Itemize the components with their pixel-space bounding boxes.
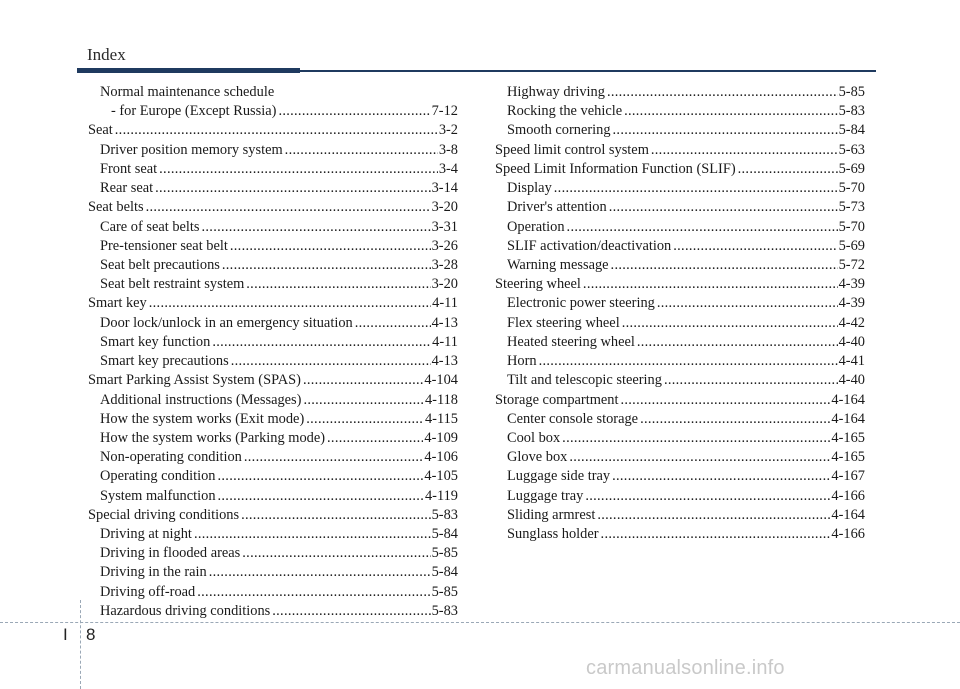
- dot-leader: [228, 237, 431, 256]
- page-reference: 4-106: [424, 449, 458, 466]
- page-reference: 4-165: [831, 429, 865, 446]
- page-reference: 5-85: [431, 583, 458, 600]
- dot-leader: [649, 141, 838, 160]
- index-subentry: [495, 218, 865, 237]
- dot-leader: [552, 179, 838, 198]
- entry-label: How the system works (Exit mode): [100, 410, 305, 427]
- dot-leader: [210, 333, 431, 352]
- page-reference: 3-8: [438, 141, 458, 158]
- dot-leader: [611, 121, 838, 140]
- index-entry: [88, 121, 458, 140]
- page-reference: 4-104: [424, 372, 458, 389]
- index-subentry: [88, 487, 458, 506]
- entry-label: Highway driving: [507, 84, 605, 100]
- entry-label: Rear seat: [100, 180, 154, 197]
- index-subentry: [495, 237, 865, 256]
- entry-label: Driving in the rain: [100, 564, 207, 581]
- entry-label: Smart key function: [100, 333, 211, 350]
- index-subentry: [495, 410, 865, 429]
- page-reference: 4-42: [838, 314, 865, 331]
- dot-leader: [325, 429, 423, 448]
- index-subentry: [88, 583, 458, 602]
- entry-label: Smart key: [88, 295, 147, 312]
- page-reference: 5-83: [431, 506, 458, 523]
- page-reference: 5-84: [431, 526, 458, 543]
- dot-leader: [153, 179, 430, 198]
- entry-label: Driving in flooded areas: [100, 545, 241, 562]
- index-column-right: [495, 83, 865, 544]
- index-subentry: [88, 179, 458, 198]
- index-subentry: [495, 294, 865, 313]
- entry-label: - for Europe (Except Russia): [111, 103, 277, 120]
- index-subentry: [88, 160, 458, 179]
- page-reference: 5-83: [431, 602, 458, 619]
- index-subentry: [88, 525, 458, 544]
- index-subentry: [88, 314, 458, 333]
- dot-leader: [240, 544, 430, 563]
- dot-leader: [618, 391, 830, 410]
- page-reference: 3-14: [431, 180, 458, 197]
- dot-leader: [229, 352, 431, 371]
- index-subentry: [88, 275, 458, 294]
- entry-label: Driver's attention: [507, 199, 607, 216]
- page-reference: 3-4: [438, 160, 458, 177]
- entry-label: Seat belt restraint system: [100, 276, 245, 293]
- index-subentry: [88, 448, 458, 467]
- dot-leader: [304, 410, 424, 429]
- index-subentry: [88, 391, 458, 410]
- page-reference: 3-20: [431, 276, 458, 293]
- entry-label: Speed Limit Information Function (SLIF): [495, 160, 736, 177]
- entry-label: Door lock/unlock in an emergency situation: [100, 314, 353, 331]
- index-subentry: [88, 467, 458, 486]
- dot-leader: [595, 506, 830, 525]
- index-subentry: [495, 429, 865, 448]
- dot-leader: [192, 525, 431, 544]
- entry-label: Horn: [507, 353, 537, 370]
- entry-label: Steering wheel: [495, 276, 581, 293]
- page-reference: 4-41: [838, 353, 865, 370]
- entry-label: Display: [507, 180, 552, 197]
- dot-leader: [610, 467, 830, 486]
- dot-leader: [609, 256, 838, 275]
- index-subentry: [88, 102, 458, 121]
- entry-label: Pre-tensioner seat belt: [100, 237, 228, 254]
- index-subentry: [495, 256, 865, 275]
- index-subentry: [495, 467, 865, 486]
- index-subentry: [88, 256, 458, 275]
- page-reference: 4-165: [831, 449, 865, 466]
- entry-label: Sliding armrest: [507, 506, 596, 523]
- dot-leader: [144, 198, 431, 217]
- page-reference: 4-39: [838, 295, 865, 312]
- index-subentry: [495, 198, 865, 217]
- page-reference: 3-26: [431, 237, 458, 254]
- dot-leader: [270, 602, 430, 621]
- index-subentry: [88, 141, 458, 160]
- dot-leader: [565, 218, 838, 237]
- dot-leader: [113, 121, 438, 140]
- entry-label: Smart Parking Assist System (SPAS): [88, 372, 301, 389]
- dot-leader: [638, 410, 830, 429]
- index-subentry: [495, 487, 865, 506]
- index-subentry: [88, 333, 458, 352]
- index-subentry: [495, 506, 865, 525]
- page-reference: 4-40: [838, 372, 865, 389]
- entry-label: Flex steering wheel: [507, 314, 620, 331]
- page-reference: 5-84: [431, 564, 458, 581]
- dot-leader: [244, 275, 430, 294]
- page-reference: 4-164: [831, 506, 865, 523]
- index-entry: [495, 275, 865, 294]
- dot-leader: [635, 333, 838, 352]
- index-subentry: [495, 371, 865, 390]
- entry-label: Seat: [88, 122, 113, 139]
- footer-divider: [0, 622, 960, 623]
- page-reference: 5-85: [431, 545, 458, 562]
- dot-leader: [283, 141, 438, 160]
- entry-label: Operating condition: [100, 468, 216, 485]
- dot-leader: [537, 352, 838, 371]
- page-reference: 5-63: [838, 141, 865, 158]
- entry-label: How the system works (Parking mode): [100, 429, 326, 446]
- entry-label: Electronic power steering: [507, 295, 655, 312]
- dot-leader: [607, 198, 838, 217]
- index-subentry: [495, 83, 865, 102]
- dot-leader: [216, 487, 424, 506]
- page-reference: 5-73: [838, 199, 865, 216]
- page-reference: 3-28: [431, 256, 458, 273]
- entry-label: Non-operating condition: [100, 449, 242, 466]
- index-subentry: [495, 448, 865, 467]
- entry-label: Driving at night: [100, 526, 192, 543]
- page-reference: 3-20: [431, 199, 458, 216]
- entry-label: Special driving conditions: [88, 506, 240, 523]
- entry-label: Seat belt precautions: [100, 256, 220, 273]
- dot-leader: [736, 160, 838, 179]
- page-reference: 4-119: [424, 487, 458, 504]
- index-entry: [88, 371, 458, 390]
- page-reference: 4-167: [831, 468, 865, 485]
- entry-label: Smooth cornering: [507, 122, 611, 139]
- entry-label: Hazardous driving conditions: [100, 602, 271, 619]
- index-subentry: [88, 544, 458, 563]
- entry-label: System malfunction: [100, 487, 216, 504]
- header-rule: [300, 70, 876, 72]
- index-subentry: [495, 314, 865, 333]
- dot-leader: [276, 102, 430, 121]
- entry-label: Driving off-road: [100, 583, 196, 600]
- page-reference: 4-166: [831, 526, 865, 543]
- entry-label: Front seat: [100, 160, 158, 177]
- dot-leader: [671, 237, 837, 256]
- entry-label: Cool box: [507, 429, 561, 446]
- index-subentry: [88, 83, 458, 102]
- index-entry: [495, 160, 865, 179]
- header-accent-bar: [77, 68, 300, 73]
- dot-leader: [301, 391, 424, 410]
- page-reference: 4-40: [838, 333, 865, 350]
- page-reference: 5-70: [838, 180, 865, 197]
- entry-label: SLIF activation/deactivation: [507, 237, 672, 254]
- dot-leader: [239, 506, 431, 525]
- entry-label: Sunglass holder: [507, 526, 599, 543]
- entry-label: Seat belts: [88, 199, 144, 216]
- dot-leader: [662, 371, 838, 390]
- index-entry: [88, 294, 458, 313]
- index-entry: [495, 141, 865, 160]
- index-subentry: [495, 352, 865, 371]
- page-reference: 4-13: [431, 353, 458, 370]
- entry-label: Storage compartment: [495, 391, 619, 408]
- index-subentry: [88, 410, 458, 429]
- entry-label: Warning message: [507, 256, 609, 273]
- page-reference: 4-13: [431, 314, 458, 331]
- index-entry: [495, 391, 865, 410]
- dot-leader: [622, 102, 838, 121]
- dot-leader: [605, 83, 838, 102]
- dot-leader: [147, 294, 431, 313]
- dot-leader: [157, 160, 438, 179]
- entry-label: Additional instructions (Messages): [100, 391, 302, 408]
- page-reference: 5-69: [838, 160, 865, 177]
- entry-label: Operation: [507, 218, 565, 235]
- dot-leader: [207, 563, 431, 582]
- dot-leader: [560, 429, 830, 448]
- page-reference: 5-83: [838, 103, 865, 120]
- index-subentry: [88, 429, 458, 448]
- dot-leader: [195, 583, 430, 602]
- entry-label: Luggage tray: [507, 487, 584, 504]
- page-reference: 4-118: [424, 391, 458, 408]
- index-subentry: [495, 525, 865, 544]
- page-reference: 4-109: [424, 429, 458, 446]
- page-reference: 5-69: [838, 237, 865, 254]
- page-reference: 4-105: [424, 468, 458, 485]
- page-reference: 4-39: [838, 276, 865, 293]
- dot-leader: [567, 448, 830, 467]
- entry-label: Center console storage: [507, 410, 639, 427]
- entry-label: Rocking the vehicle: [507, 103, 623, 120]
- page-number: 8: [86, 625, 96, 644]
- entry-label: Glove box: [507, 449, 568, 466]
- dot-leader: [583, 487, 830, 506]
- index-subentry: [495, 333, 865, 352]
- section-letter: I: [63, 625, 68, 644]
- page-reference: 4-164: [831, 391, 865, 408]
- entry-label: Tilt and telescopic steering: [507, 372, 662, 389]
- page-title: Index: [87, 45, 126, 64]
- index-subentry: [495, 102, 865, 121]
- dot-leader: [216, 467, 424, 486]
- entry-label: Speed limit control system: [495, 141, 649, 158]
- index-subentry: [495, 179, 865, 198]
- page-reference: 4-11: [432, 333, 458, 350]
- index-subentry: [88, 602, 458, 621]
- page-reference: 5-70: [838, 218, 865, 235]
- dot-leader: [655, 294, 838, 313]
- page-reference: 3-31: [431, 218, 458, 235]
- dot-leader: [301, 371, 423, 390]
- page-reference: 5-72: [838, 256, 865, 273]
- index-entry: [88, 198, 458, 217]
- index-subentry: [88, 218, 458, 237]
- page-reference: 4-115: [424, 410, 458, 427]
- watermark-text: carmanualsonline.info: [586, 657, 785, 679]
- entry-label: Normal maintenance schedule: [100, 84, 275, 100]
- footer-vertical-divider: [80, 600, 81, 689]
- page-reference: 7-12: [431, 103, 458, 120]
- dot-leader: [581, 275, 838, 294]
- page-reference: 4-166: [831, 487, 865, 504]
- page-reference: 5-84: [838, 122, 865, 139]
- entry-label: Smart key precautions: [100, 353, 229, 370]
- dot-leader: [353, 314, 431, 333]
- page-reference: 5-85: [838, 84, 865, 100]
- entry-label: Heated steering wheel: [507, 333, 635, 350]
- dot-leader: [200, 218, 431, 237]
- index-subentry: [495, 121, 865, 140]
- index-column-left: [88, 83, 458, 621]
- dot-leader: [220, 256, 431, 275]
- entry-label: Care of seat belts: [100, 218, 200, 235]
- dot-leader: [242, 448, 424, 467]
- dot-leader: [599, 525, 831, 544]
- entry-label: Luggage side tray: [507, 468, 611, 485]
- entry-label: Driver position memory system: [100, 141, 283, 158]
- dot-leader: [620, 314, 838, 333]
- index-entry: [88, 506, 458, 525]
- index-subentry: [88, 563, 458, 582]
- index-subentry: [88, 237, 458, 256]
- page-reference: 4-164: [831, 410, 865, 427]
- page-reference: 4-11: [432, 295, 458, 312]
- page-reference: 3-2: [438, 122, 458, 139]
- index-subentry: [88, 352, 458, 371]
